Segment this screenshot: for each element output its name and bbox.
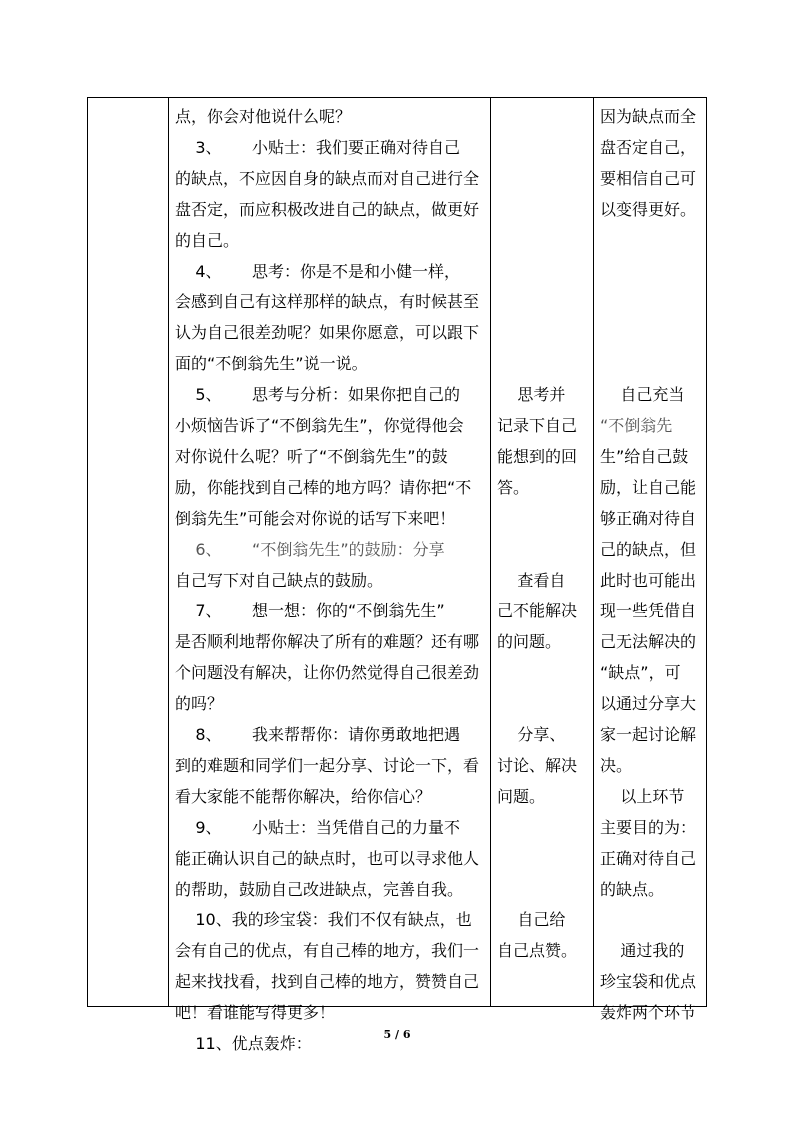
text-line: 到的难题和同学们一起分享、讨论一下，看 bbox=[175, 755, 480, 775]
text-line: 够正确对待自 bbox=[600, 508, 697, 528]
text-line: 要相信自己可 bbox=[600, 168, 697, 188]
text-line: 4、 思考：你是不是和小健一样， bbox=[175, 261, 461, 281]
text-line: “不倒翁先 bbox=[600, 416, 673, 435]
text-line: 问题。 bbox=[497, 786, 546, 806]
text-line: 主要目的为： bbox=[600, 817, 697, 837]
text-line: 的问题。 bbox=[497, 632, 562, 652]
text-line: 会有自己的优点，有自己棒的地方，我们一 bbox=[175, 941, 480, 961]
text-line: 个问题没有解决，让你仍然觉得自己很差劲 bbox=[175, 663, 480, 683]
text-line: 7、 想一想：你的“不倒翁先生” bbox=[175, 601, 445, 621]
text-line: 家一起讨论解 bbox=[600, 725, 697, 744]
text-line: 小烦恼告诉了“不倒翁先生”，你觉得他会 bbox=[175, 416, 464, 435]
text-line: 自己写下对自己缺点的鼓励。 bbox=[175, 570, 384, 590]
text-line: 因为缺点而全 bbox=[600, 107, 697, 126]
text-line: 10、我的珍宝袋：我们不仅有缺点，也 bbox=[175, 910, 472, 930]
text-line: 看大家能不能帮你解决，给你信心？ bbox=[175, 786, 432, 806]
text-line: 能想到的回 bbox=[497, 446, 578, 466]
text-line: 记录下自己 bbox=[497, 416, 578, 435]
text-line: 自己点赞。 bbox=[497, 941, 578, 961]
text-line: “缺点”，可 bbox=[600, 663, 681, 683]
text-line: 认为自己很差劲呢？如果你愿意，可以跟下 bbox=[175, 323, 480, 343]
text-line: 此时也可能出 bbox=[600, 570, 697, 590]
text-line: 生”给自己鼓 bbox=[600, 446, 689, 466]
text-line: 励，让自己能 bbox=[600, 477, 697, 497]
text-line: 的缺点。 bbox=[600, 879, 665, 899]
text-line: 3、 小贴士：我们要正确对待自己 bbox=[175, 137, 461, 157]
text-line: 思考并 bbox=[497, 385, 566, 405]
student-activity-column bbox=[491, 98, 593, 1006]
text-line: 珍宝袋和优点 bbox=[600, 972, 697, 992]
design-intent-column bbox=[594, 98, 708, 1023]
text-line: 己的缺点，但 bbox=[600, 539, 697, 559]
text-line: 正确对待自己 bbox=[600, 848, 697, 868]
text-line: 讨论、解决 bbox=[497, 755, 578, 775]
text-line: 的缺点，不应因自身的缺点而对自己进行全 bbox=[175, 168, 480, 188]
text-line: 以通过分享大 bbox=[600, 694, 697, 714]
text-line: 6、 “不倒翁先生”的鼓励：分享 bbox=[175, 539, 445, 559]
text-line: 的帮助，鼓励自己改进缺点，完善自我。 bbox=[175, 879, 464, 899]
text-line: 自己给 bbox=[497, 910, 566, 930]
text-line: 查看自 bbox=[497, 570, 566, 590]
text-line: 点，你会对他说什么呢？ bbox=[175, 107, 352, 126]
text-line: 分享、 bbox=[497, 725, 566, 744]
text-line: 盘否定，而应积极改进自己的缺点，做更好 bbox=[175, 199, 480, 219]
text-line: 会感到自己有这样那样的缺点，有时候甚至 bbox=[175, 292, 480, 312]
text-line: 8、 我来帮帮你：请你勇敢地把遇 bbox=[175, 725, 461, 744]
page-number: 5 / 6 bbox=[383, 1028, 411, 1041]
text-line: 己不能解决 bbox=[497, 601, 578, 621]
text-line: 轰炸两个环节 bbox=[600, 1003, 697, 1023]
text-line: 的自己。 bbox=[175, 230, 240, 250]
text-line: 能正确认识自己的缺点时，也可以寻求他人 bbox=[175, 848, 480, 868]
text-line: 倒翁先生”可能会对你说的话写下来吧！ bbox=[175, 508, 456, 528]
text-line: 吧！看谁能写得更多！ bbox=[175, 1003, 336, 1023]
text-line: 励，你能找到自己棒的地方吗？请你把“不 bbox=[175, 477, 472, 497]
text-line: 的吗？ bbox=[175, 694, 224, 714]
text-line: 自己充当 bbox=[600, 385, 685, 405]
text-line: 对你说什么呢？听了“不倒翁先生”的鼓 bbox=[175, 446, 448, 466]
text-line: 以上环节 bbox=[600, 786, 685, 806]
text-line: 5、 思考与分析：如果你把自己的 bbox=[175, 385, 461, 405]
text-line: 面的“不倒翁先生”说一说。 bbox=[175, 354, 368, 374]
text-line: 9、 小贴士：当凭借自己的力量不 bbox=[175, 817, 461, 837]
text-line: 现一些凭借自 bbox=[600, 601, 697, 621]
text-line: 起来找找看，找到自己棒的地方，赞赞自己 bbox=[175, 972, 480, 992]
text-line: 己无法解决的 bbox=[600, 632, 697, 652]
text-line: 决。 bbox=[600, 755, 633, 775]
text-line: 11、优点轰炸： bbox=[175, 1034, 312, 1053]
text-line: 盘否定自己， bbox=[600, 137, 697, 157]
text-line: 是否顺利地帮你解决了所有的难题？还有哪 bbox=[175, 632, 480, 652]
text-line: 以变得更好。 bbox=[600, 199, 697, 219]
text-line: 通过我的 bbox=[600, 941, 685, 961]
text-line: 答。 bbox=[497, 477, 530, 497]
